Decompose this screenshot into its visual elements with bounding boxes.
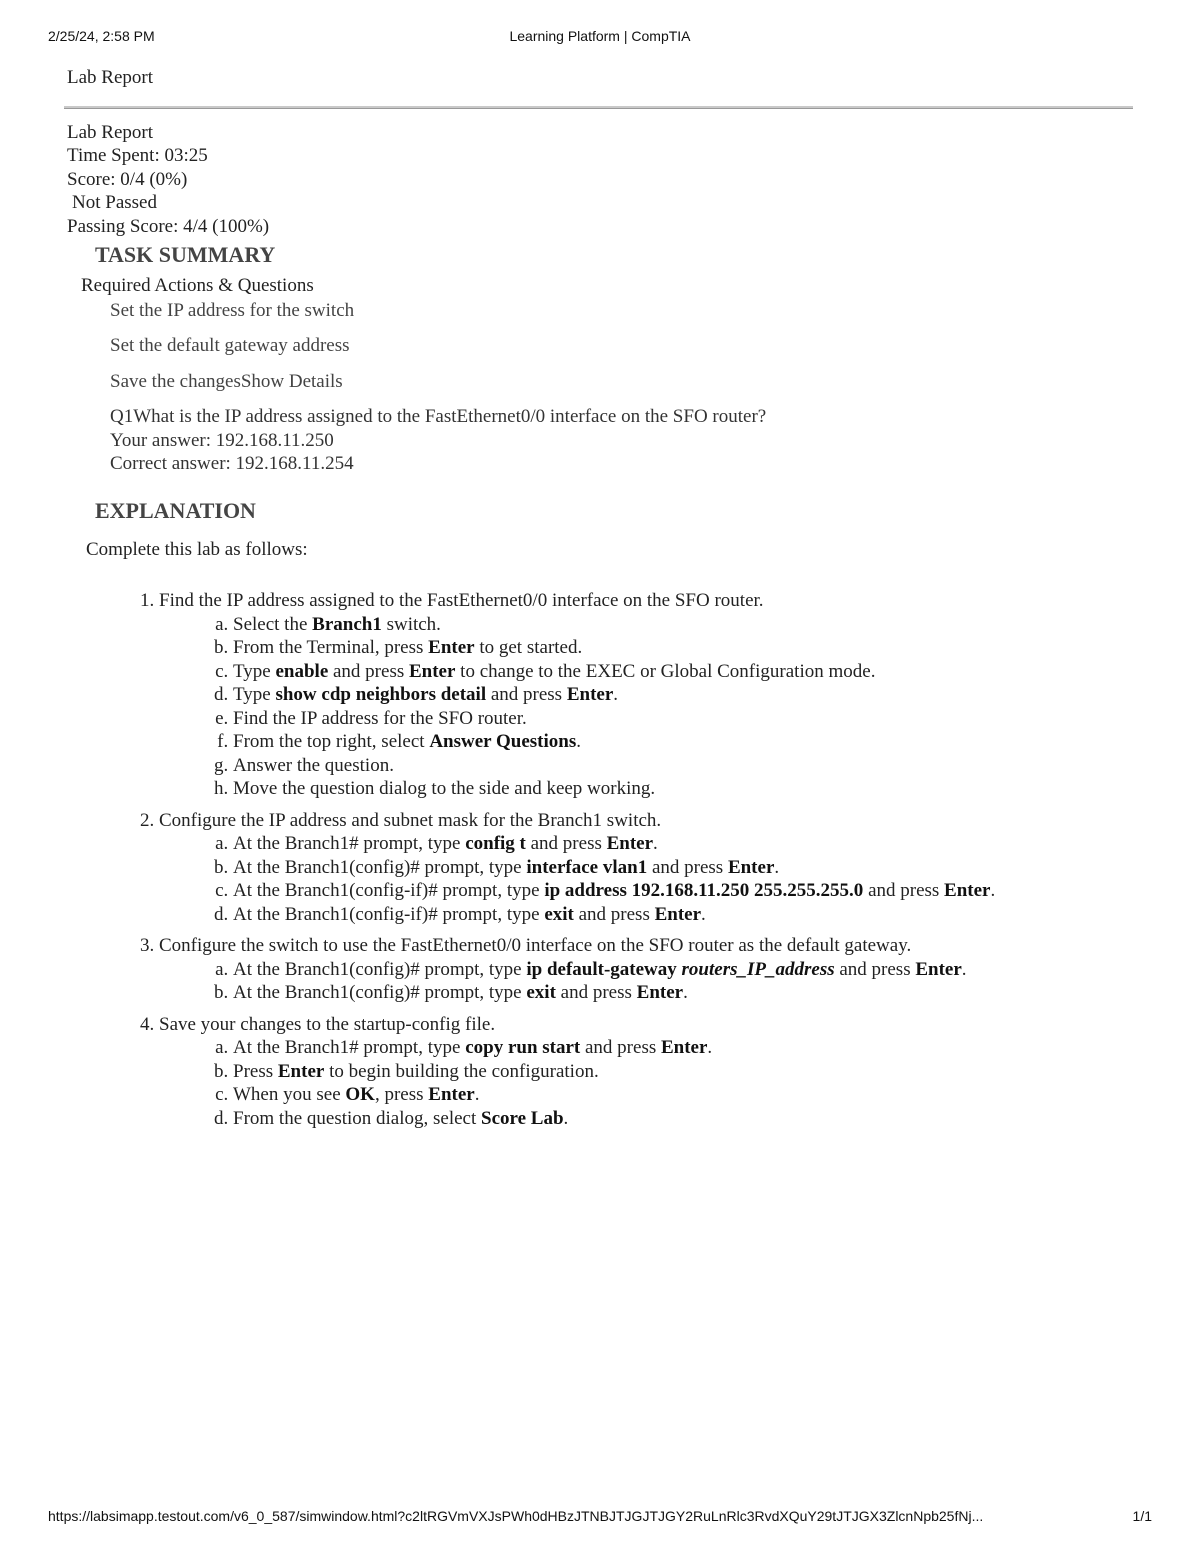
substep-item: f. From the top right, select Answer Questions. bbox=[233, 730, 1133, 754]
step-item bbox=[159, 1013, 1133, 1131]
task-item: Set the default gateway address bbox=[110, 335, 350, 356]
question-block bbox=[110, 405, 1133, 476]
step-item bbox=[159, 589, 1133, 801]
print-header bbox=[48, 28, 1152, 48]
step-item bbox=[159, 809, 1133, 927]
time-spent: Time Spent: 03:25 bbox=[67, 145, 208, 166]
substep-list bbox=[159, 958, 1133, 1005]
substep-item: e. Find the IP address for the SFO router. bbox=[233, 707, 1133, 731]
page-number: 1/1 bbox=[1132, 1508, 1152, 1524]
step-text: Find the IP address assigned to the FastEthernet0/0 interface on the SFO router. bbox=[159, 590, 764, 611]
score: Score: 0/4 (0%) bbox=[67, 168, 188, 190]
substep-item: d. Type show cdp neighbors detail and press Enter. bbox=[233, 683, 1133, 707]
substep-item: a. At the Branch1# prompt, type copy run start and press Enter. bbox=[233, 1036, 1133, 1060]
substep-item: c. When you see OK, press Enter. bbox=[233, 1083, 1133, 1107]
substep-item: c. At the Branch1(config-if)# prompt, type ip address 192.168.11.250 255.255.255.0 and press Enter. bbox=[233, 879, 1133, 903]
divider bbox=[64, 106, 1133, 109]
step-item bbox=[159, 934, 1133, 1005]
substep-item: b. From the Terminal, press Enter to get started. bbox=[233, 636, 1133, 660]
print-date: 2/25/24, 2:58 PM bbox=[48, 28, 155, 44]
report-summary bbox=[67, 121, 1133, 239]
report-heading: Lab Report bbox=[67, 121, 154, 143]
correct-answer: Correct answer: 192.168.11.254 bbox=[110, 453, 354, 474]
task-summary-heading: TASK SUMMARY bbox=[95, 242, 276, 267]
substep-item: d. From the question dialog, select Score Lab. bbox=[233, 1107, 1133, 1131]
substep-list bbox=[159, 1036, 1133, 1130]
page-url: https://labsimapp.testout.com/v6_0_587/simwindow.html?c2ltRGVmVXJsPWh0dHBzJTNBJTJGJTJGY2RuLnRlc3RvdXQuY29tJTJGX3ZlcnNpb25fNj... bbox=[48, 1508, 984, 1524]
your-answer: Your answer: 192.168.11.250 bbox=[110, 429, 334, 451]
task-item-show-details[interactable]: Save the changesShow Details bbox=[110, 370, 343, 392]
required-actions-heading: Required Actions & Questions bbox=[81, 275, 314, 296]
task-list bbox=[67, 299, 1133, 394]
explanation-steps bbox=[67, 589, 1133, 1130]
print-page-title: Learning Platform | CompTIA bbox=[509, 28, 691, 44]
page-title: Lab Report bbox=[67, 67, 154, 88]
substep-item: b. At the Branch1(config)# prompt, type exit and press Enter. bbox=[233, 981, 1133, 1005]
print-footer bbox=[48, 1508, 1152, 1528]
pass-status: Not Passed bbox=[72, 192, 157, 213]
substep-item: a. At the Branch1(config)# prompt, type ip default-gateway routers_IP_address and press Enter. bbox=[233, 958, 1133, 982]
substep-item: a. At the Branch1# prompt, type config t and press Enter. bbox=[233, 832, 1133, 856]
step-text: Save your changes to the startup-config file. bbox=[159, 1013, 496, 1035]
passing-score: Passing Score: 4/4 (100%) bbox=[67, 215, 270, 237]
substep-list bbox=[159, 832, 1133, 926]
substep-item: h. Move the question dialog to the side and keep working. bbox=[233, 777, 1133, 801]
substep-item: c. Type enable and press Enter to change to the EXEC or Global Configuration mode. bbox=[233, 660, 1133, 684]
substep-item: b. Press Enter to begin building the configuration. bbox=[233, 1060, 1133, 1084]
task-item: Set the IP address for the switch bbox=[110, 299, 355, 321]
substep-item: a. Select the Branch1 switch. bbox=[233, 613, 1133, 637]
explanation-heading: EXPLANATION bbox=[95, 497, 256, 523]
substep-item: g. Answer the question. bbox=[233, 754, 1133, 778]
step-text: Configure the IP address and subnet mask for the Branch1 switch. bbox=[159, 809, 662, 831]
question-text: Q1What is the IP address assigned to the FastEthernet0/0 interface on the SFO router? bbox=[110, 406, 767, 427]
lab-report-content bbox=[67, 64, 1133, 1138]
explanation-intro: Complete this lab as follows: bbox=[86, 538, 308, 560]
substep-list bbox=[159, 613, 1133, 801]
substep-item: d. At the Branch1(config-if)# prompt, type exit and press Enter. bbox=[233, 903, 1133, 927]
step-text: Configure the switch to use the FastEthernet0/0 interface on the SFO router as the default gateway. bbox=[159, 935, 912, 956]
substep-item: b. At the Branch1(config)# prompt, type interface vlan1 and press Enter. bbox=[233, 856, 1133, 880]
